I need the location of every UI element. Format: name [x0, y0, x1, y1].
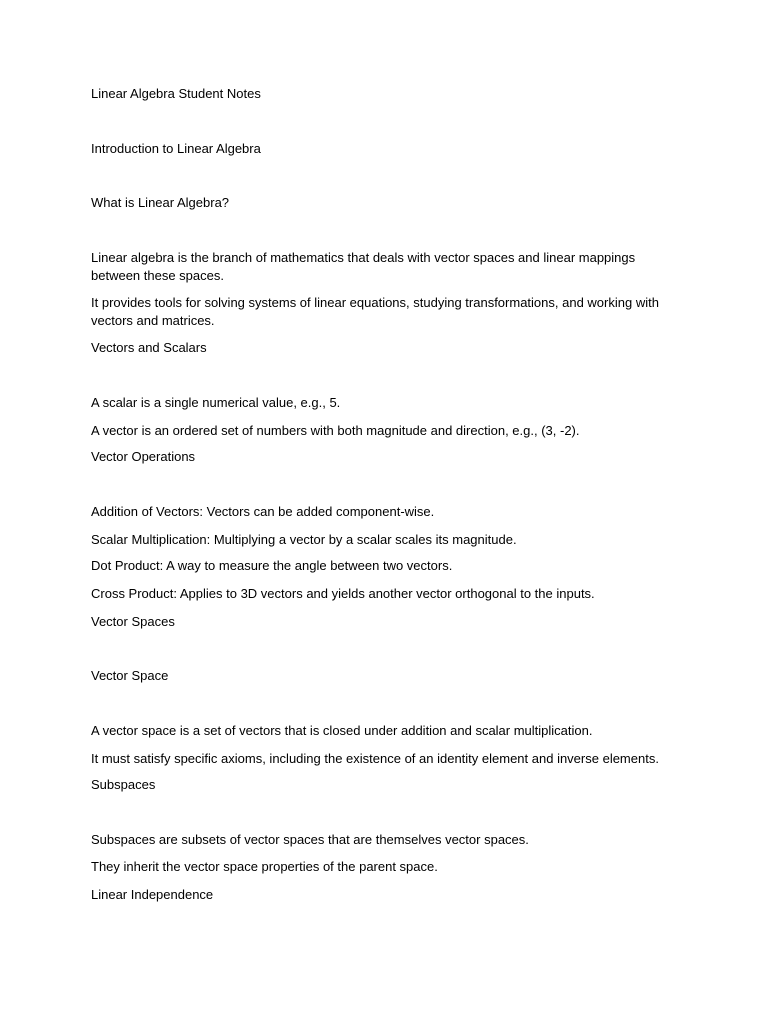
subheading-linear-independence: Linear Independence	[91, 887, 214, 902]
heading-vector-spaces: Vector Spaces	[91, 614, 175, 629]
heading-vector-operations: Vector Operations	[91, 449, 196, 464]
operation-addition: Addition of Vectors: Vectors can be added component-wise.	[91, 504, 435, 519]
operation-scalar-multiplication: Scalar Multiplication: Multiplying a vector by a scalar scales its magnitude.	[91, 532, 517, 547]
section-heading-introduction: Introduction to Linear Algebra	[91, 141, 261, 156]
heading-vectors-and-scalars: Vectors and Scalars	[91, 340, 207, 355]
subheading-what-is-linear-algebra: What is Linear Algebra?	[91, 195, 230, 210]
paragraph-tools: It provides tools for solving systems of linear equations, studying transformations, and working with vectors and matrices.	[91, 295, 659, 328]
paragraph-subspace-inherit: They inherit the vector space properties of the parent space.	[91, 859, 438, 874]
operation-dot-product: Dot Product: A way to measure the angle between two vectors.	[91, 558, 453, 573]
operation-cross-product: Cross Product: Applies to 3D vectors and yields another vector orthogonal to the inputs.	[91, 586, 595, 601]
subheading-subspaces: Subspaces	[91, 777, 156, 792]
document-title: Linear Algebra Student Notes	[91, 86, 261, 101]
paragraph-vector: A vector is an ordered set of numbers with both magnitude and direction, e.g., (3, -2).	[91, 423, 580, 438]
paragraph-vector-space-definition: A vector space is a set of vectors that is closed under addition and scalar multiplication.	[91, 723, 593, 738]
paragraph-scalar: A scalar is a single numerical value, e.g., 5.	[91, 395, 341, 410]
paragraph-vector-space-axioms: It must satisfy specific axioms, including the existence of an identity element and inverse elements.	[91, 751, 659, 766]
paragraph-subspace-definition: Subspaces are subsets of vector spaces that are themselves vector spaces.	[91, 832, 529, 847]
paragraph-definition: Linear algebra is the branch of mathematics that deals with vector spaces and linear mappings between these spaces.	[91, 250, 636, 283]
subheading-vector-space: Vector Space	[91, 668, 169, 683]
